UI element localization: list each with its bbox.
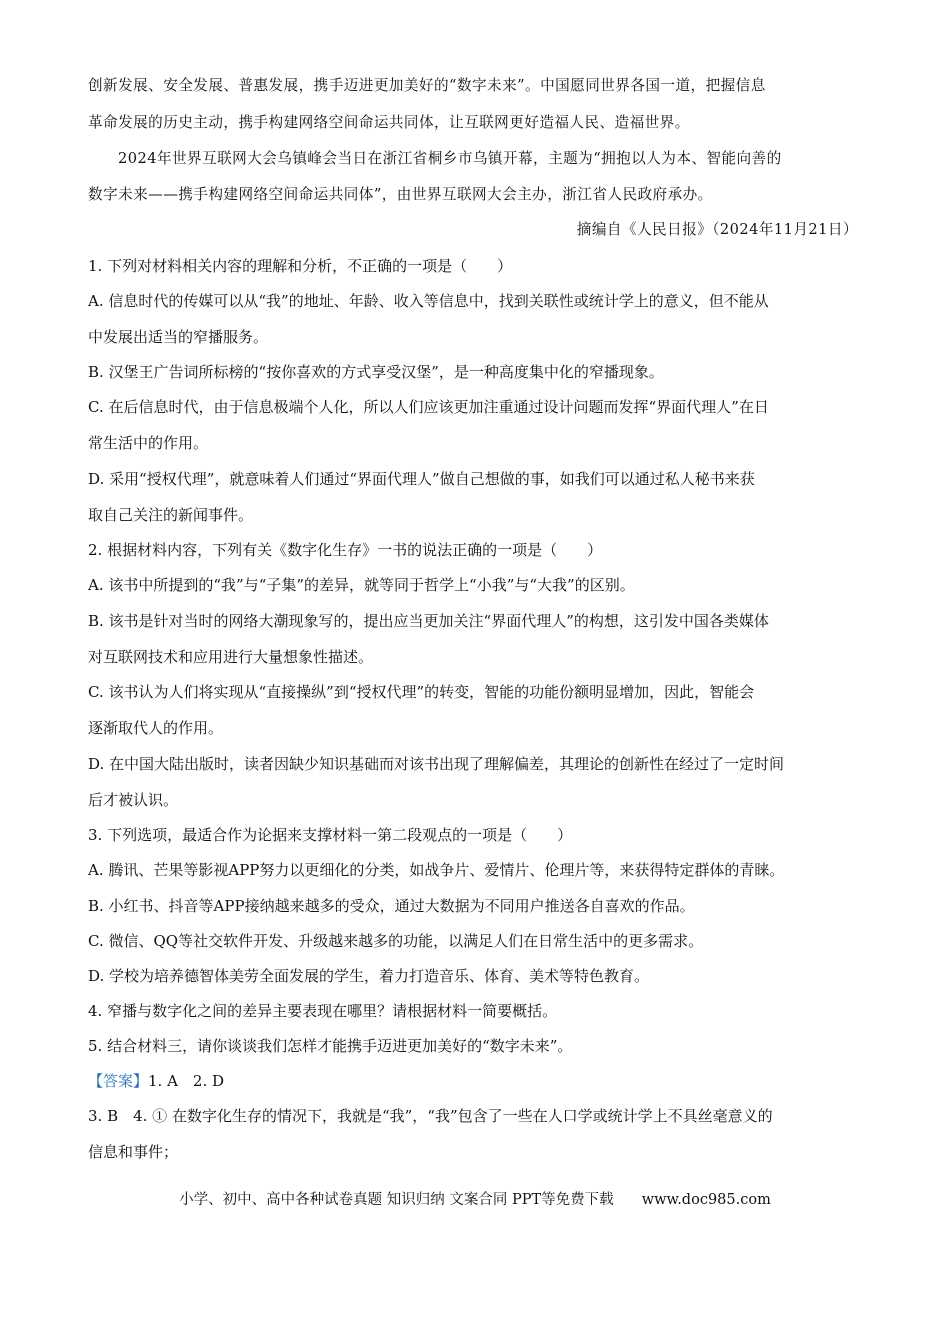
answer-text: 1. A 2. D (148, 1072, 225, 1090)
option-line: B. 该书是针对当时的网络大潮现象写的，提出应当更加关注“界面代理人”的构想，这引发中国各类媒体 (88, 612, 769, 630)
option-line: 后才被认识。 (88, 791, 179, 809)
option-line: A. 该书中所提到的“我”与“子集”的差异，就等同于哲学上“小我”与“大我”的区别。 (88, 576, 635, 594)
question-stem-5: 5. 结合材料三，请你谈谈我们怎样才能携手迈进更加美好的“数字未来”。 (88, 1037, 573, 1055)
footer-text: 小学、初中、高中各种试卷真题 知识归纳 文案合同 PPT等免费下载 (179, 1192, 614, 1208)
answer-line: 信息和事件； (88, 1143, 179, 1161)
passage-line: 创新发展、安全发展、普惠发展，携手迈进更加美好的“数字未来”。中国愿同世界各国一道，把握信息 (88, 77, 766, 94)
option-line: 逐渐取代人的作用。 (88, 719, 224, 737)
question-stem-2: 2. 根据材料内容，下列有关《数字化生存》一书的说法正确的一项是（ ） (88, 541, 603, 559)
option-line: 中发展出适当的窄播服务。 (88, 328, 269, 346)
question-stem-3: 3. 下列选项，最适合作为论据来支撑材料一第二段观点的一项是（ ） (88, 826, 573, 844)
option-line: C. 微信、QQ等社交软件开发、升级越来越多的功能，以满足人们在日常生活中的更多需求。 (88, 932, 704, 950)
option-line: 常生活中的作用。 (88, 434, 209, 452)
option-line: D. 采用“授权代理”，就意味着人们通过“界面代理人”做自己想做的事，如我们可以通过私人秘书来获 (88, 470, 755, 488)
footer-url[interactable]: www.doc985.com (641, 1192, 771, 1208)
option-line: 对互联网技术和应用进行大量想象性描述。 (88, 648, 374, 666)
passage-source: 摘编自《人民日报》（2024年11月21日） (576, 221, 858, 238)
option-line: C. 该书认为人们将实现从“直接操纵”到“授权代理”的转变，智能的功能份额明显增加，因此，智能会 (88, 683, 755, 701)
passage-line: 数字未来——携手构建网络空间命运共同体”，由世界互联网大会主办，浙江省人民政府承办。 (88, 186, 713, 203)
passage-line: 2024年世界互联网大会乌镇峰会当日在浙江省桐乡市乌镇开幕，主题为“拥抱以人为本、智能向善的 (118, 150, 782, 167)
option-line: A. 信息时代的传媒可以从“我”的地址、年龄、收入等信息中，找到关联性或统计学上的意义，但不能从 (88, 292, 769, 310)
option-line: 取自己关注的新闻事件。 (88, 506, 254, 524)
answer-line (88, 1071, 863, 1091)
option-line: D. 学校为培养德智体美劳全面发展的学生，着力打造音乐、体育、美术等特色教育。 (88, 967, 650, 985)
option-line: D. 在中国大陆出版时，读者因缺少知识基础而对该书出现了理解偏差，其理论的创新性在经过了一定时间 (88, 755, 785, 773)
question-stem-1: 1. 下列对材料相关内容的理解和分析，不正确的一项是（ ） (88, 257, 513, 275)
passage-line: 革命发展的历史主动，携手构建网络空间命运共同体，让互联网更好造福人民、造福世界。 (88, 114, 690, 131)
option-line: B. 小红书、抖音等APP接纳越来越多的受众，通过大数据为不同用户推送各自喜欢的作品。 (88, 897, 695, 915)
option-line: A. 腾讯、芒果等影视APP努力以更细化的分类，如战争片、爱情片、伦理片等，来获得特定群体的青睐。 (88, 861, 785, 879)
answer-tag: 【答案】 (88, 1072, 149, 1090)
question-stem-4: 4. 窄播与数字化之间的差异主要表现在哪里？请根据材料一简要概括。 (88, 1002, 558, 1020)
answer-line: 3. B 4. ① 在数字化生存的情况下，我就是“我”，“我”包含了一些在人口学或统计学上不具丝毫意义的 (88, 1107, 773, 1125)
option-line: B. 汉堡王广告词所标榜的“按你喜欢的方式享受汉堡”，是一种高度集中化的窄播现象。 (88, 363, 664, 381)
page-footer (0, 1190, 950, 1210)
option-line: C. 在后信息时代，由于信息极端个人化，所以人们应该更加注重通过设计问题而发挥“界面代理人”在日 (88, 398, 769, 416)
